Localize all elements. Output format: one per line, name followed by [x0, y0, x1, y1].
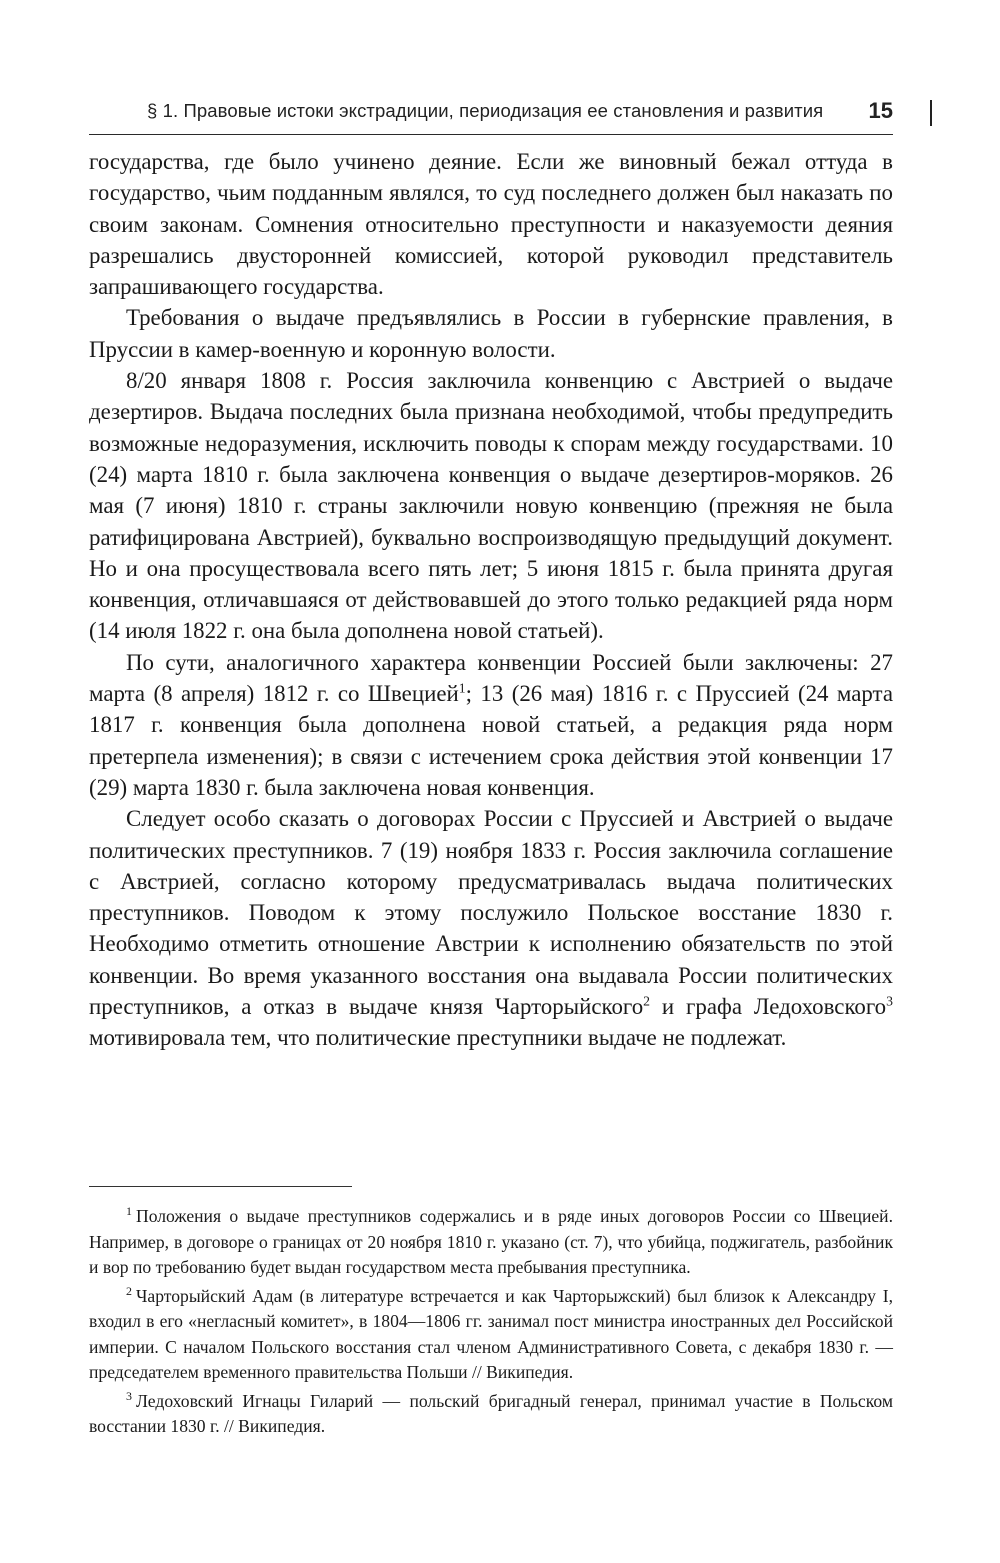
header-separator	[930, 100, 932, 126]
footnote-1-mark: 1	[126, 1204, 132, 1219]
paragraph-4-text-a: По сути, аналогичного характера конвенции Россией были заключены: 27 марта (8 апреля) 1812 г. со Швецией	[89, 649, 893, 707]
paragraph-5-text-b: и графа Ледоховского	[650, 994, 887, 1020]
paragraph-5	[89, 803, 893, 1053]
main-text	[89, 146, 893, 1054]
footnote-ref-3: 3	[886, 993, 894, 1009]
footnote-divider	[89, 1186, 352, 1187]
page-number: 15	[868, 98, 893, 123]
paragraph-3: 8/20 января 1808 г. Россия заключила конвенцию с Австрией о выдаче дезертиров. Выдача последних была признана необходимой, чтобы предупредить возможные недоразумения, исключить поводы к спорам между государствами. 10 (24) марта 1810 г. была заключена конвенция о выдаче дезертиров-моряков. 26 мая (7 июня) 1810 г. страны заключили новую конвенцию (прежняя не была ратифицирована Австрией), буквально воспроизводящую предыдущий документ. Но и она просуществовала всего пять лет; 5 июня 1815 г. была принята другая конвенция, отличавшаяся от действовавшей до этого только редакцией ряда норм (14 июля 1822 г. она была дополнена новой статьей).	[89, 368, 893, 644]
footnote-3	[89, 1389, 893, 1440]
footnote-2-text: Чарторыйский Адам (в литературе встречается и как Чарторыжский) был близок к Александру I, входил в его «негласный комитет», в 1804—1806 гг. занимал пост министра иностранных дел Российской империи. С началом Польского восстания стал членом Административного Совета, с декабря 1830 г. — председателем временного правительства Польши // Википедия.	[89, 1285, 893, 1382]
footnotes	[89, 1204, 893, 1443]
running-header	[89, 94, 893, 135]
footnote-2-mark: 2	[126, 1283, 132, 1298]
paragraph-1: государства, где было учинено деяние. Если же виновный бежал оттуда в государство, чьим подданным являлся, то суд последнего должен был наказать по своим законам. Сомнения относительно преступности и наказуемости деяния разрешались двусторонней комиссией, которой руководил представитель запрашивающего государства.	[89, 149, 893, 300]
paragraph-5-text-c: мотивировала тем, что политические преступники выдаче не подлежат.	[89, 1025, 787, 1051]
paragraph-5-text-a: Следует особо сказать о договорах России с Пруссией и Австрией о выдаче политических преступников. 7 (19) ноября 1833 г. Россия заключила соглашение с Австрией, согласно которому предусматривалась выдача политических преступников. Поводом к этому послужило Польское восстание 1830 г. Необходимо отметить отношение Австрии к исполнению обязательств по этой конвенции. Во время указанного восстания она выдавала России политических преступников, а отказ в выдаче князя Чарторыйского	[89, 806, 893, 1020]
running-title: § 1. Правовые истоки экстрадиции, периодизация ее становления и развития	[147, 100, 824, 121]
paragraph-4	[89, 647, 893, 803]
footnote-1	[89, 1204, 893, 1281]
paragraph-2: Требования о выдаче предъявлялись в России в губернские правления, в Пруссии в камер-военную и коронную волости.	[89, 305, 893, 362]
footnote-3-mark: 3	[126, 1388, 132, 1403]
footnote-ref-2: 2	[643, 993, 651, 1009]
footnote-3-text: Ледоховский Игнацы Гиларий — польский бригадный генерал, принимал участие в Польском восстании 1830 г. // Википедия.	[89, 1390, 893, 1436]
paragraph-4-text-b: ; 13 (26 мая) 1816 г. с Пруссией (24 марта 1817 г. конвенция была дополнена новой статьей, а редакция ряда норм претерпела изменения); в связи с истечением срока действия этой конвенции 17 (29) марта 1830 г. была заключена новая конвенция.	[89, 681, 893, 800]
footnote-ref-1: 1	[458, 680, 466, 696]
footnote-1-text: Положения о выдаче преступников содержались и в ряде иных договоров России со Швецией. Например, в договоре о границах от 20 ноября 1810 г. указано (ст. 7), что убийца, поджигатель, разбойник и вор по требованию будет выдан государством места пребывания преступника.	[89, 1206, 893, 1277]
footnote-2	[89, 1284, 893, 1386]
